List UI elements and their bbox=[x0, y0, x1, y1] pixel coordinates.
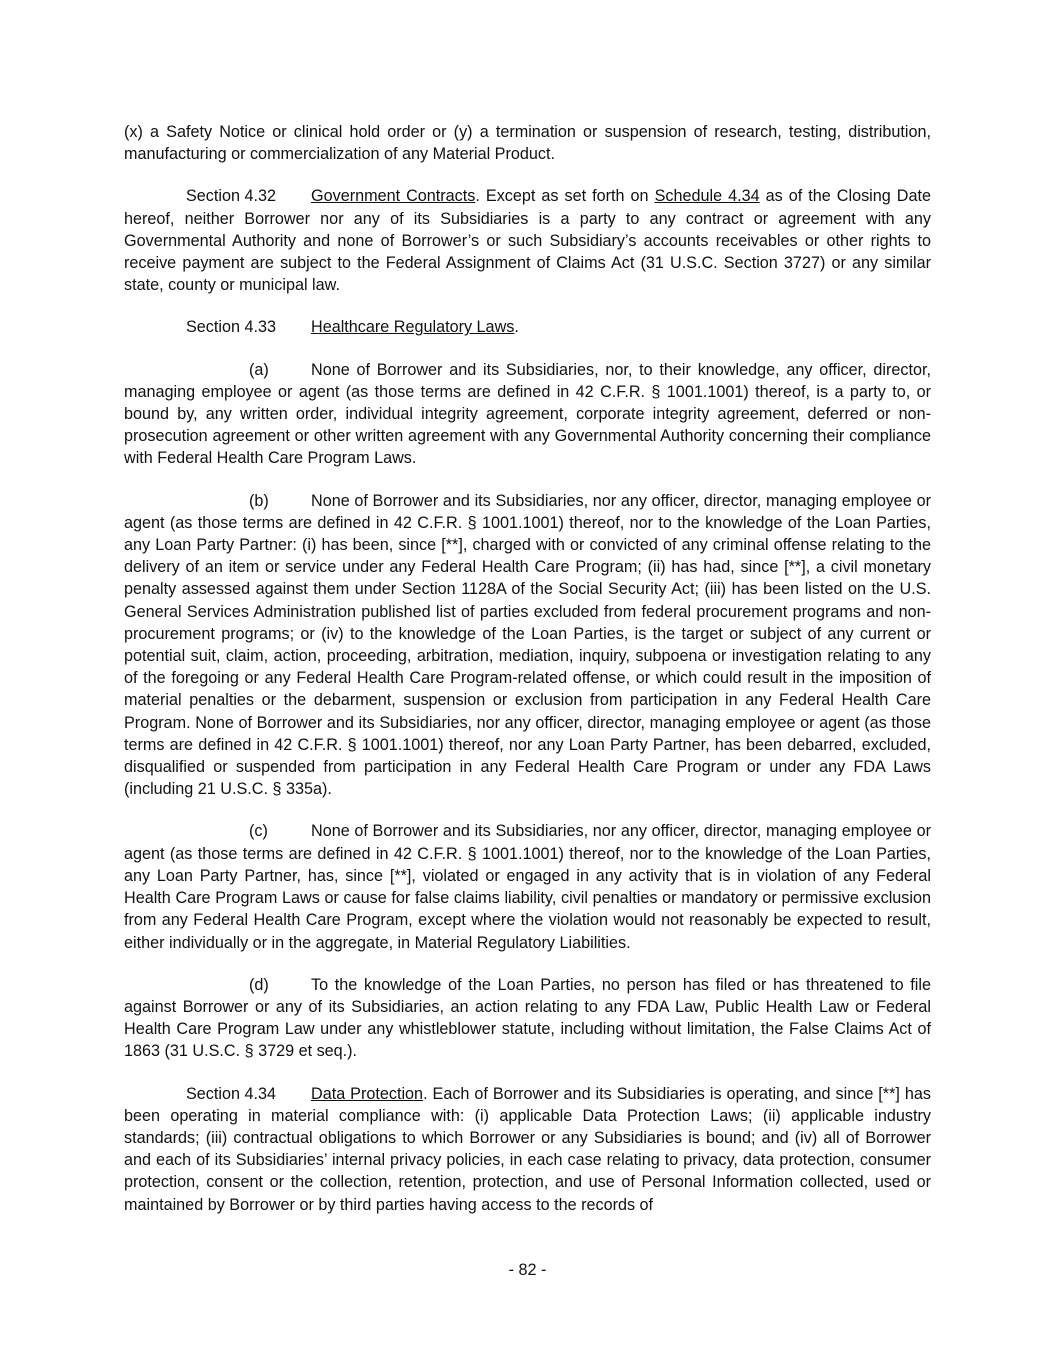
subsection-label: (b) bbox=[249, 491, 269, 510]
subsection-text: None of Borrower and its Subsidiaries, nor, to their knowledge, any officer, director, managing employee or agent (as those terms are defined in 42 C.F.R. § 1001.1001) thereof, is a party to, or bound by, any written order, individual integrity agreement, corporate integrity agreement, deferred or non-prosecution agreement or other written agreement with any Governmental Authority concerning their compliance with Federal Health Care Program Laws. bbox=[124, 360, 931, 468]
section-number: Section 4.33 bbox=[186, 318, 276, 337]
section-number: Section 4.34 bbox=[186, 1084, 276, 1103]
schedule-reference: Schedule 4.34 bbox=[654, 187, 760, 206]
subsection-label: (d) bbox=[249, 975, 269, 994]
section-4-34 bbox=[124, 1083, 931, 1216]
subsection-text: None of Borrower and its Subsidiaries, nor any officer, director, managing employee or agent (as those terms are defined in 42 C.F.R. § 1001.1001) thereof, nor to the knowledge of the Loan Parties, any Loan Party Partner, has, since [**], violated or engaged in any activity that is in violation of any Federal Health Care Program Laws or cause for false claims liability, civil penalties or mandatory or permissive exclusion from any Federal Health Care Program, except where the violation would not reasonably be expected to result, either individually or in the aggregate, in Material Regulatory Liabilities. bbox=[124, 822, 931, 952]
section-number: Section 4.32 bbox=[186, 187, 276, 206]
document-body bbox=[124, 121, 931, 1236]
section-heading-punctuation: . bbox=[514, 318, 519, 337]
section-text: as of the Closing Date hereof, neither Borrower nor any of its Subsidiaries is a party to any contract or agreement with any Governmental Authority and none of Borrower’s or such Subsidiary’s accounts receivables or other rights to receive payment are subject to the Federal Assignment of Claims Act (31 U.S.C. Section 3727) or any similar state, county or municipal law. bbox=[124, 187, 931, 295]
section-4-32 bbox=[124, 185, 931, 296]
subsection-a bbox=[124, 359, 931, 470]
section-heading: Data Protection bbox=[311, 1084, 424, 1103]
section-heading: Government Contracts bbox=[311, 187, 476, 206]
subsection-label: (a) bbox=[249, 360, 269, 379]
subsection-b bbox=[124, 490, 931, 801]
section-4-33 bbox=[124, 316, 931, 338]
subsection-text: None of Borrower and its Subsidiaries, nor any officer, director, managing employee or agent (as those terms are defined in 42 C.F.R. § 1001.1001) thereof, nor to the knowledge of the Loan Parties, any Loan Party Partner: (i) has been, since [**], charged with or convicted of any criminal offense relating to the delivery of an item or service under any Federal Health Care Program; (ii) has had, since [**], a civil monetary penalty assessed against them under Section 1128A of the Social Security Act; (iii) has been listed on the U.S. General Services Administration published list of parties excluded from federal procurement programs and non-procurement programs; or (iv) to the knowledge of the Loan Parties, is the target or subject of any current or potential suit, claim, action, proceeding, arbitration, mediation, inquiry, subpoena or investigation relating to any of the foregoing or any Federal Health Care Program-related offense, or which could result in the imposition of material penalties or the debarment, suspension or exclusion from participation in any Federal Health Care Program. None of Borrower and its Subsidiaries, nor any officer, director, managing employee or agent (as those terms are defined in 42 C.F.R. § 1001.1001) thereof, nor any Loan Party Partner, has been debarred, excluded, disqualified or suspended from participation in any Federal Health Care Program or under any FDA Laws (including 21 U.S.C. § 335a). bbox=[124, 491, 931, 799]
continuation-paragraph: (x) a Safety Notice or clinical hold order or (y) a termination or suspension of research, testing, distribution, manufacturing or commercialization of any Material Product. bbox=[124, 123, 931, 164]
subsection-label: (c) bbox=[249, 822, 268, 841]
subsection-c bbox=[124, 820, 931, 953]
section-text: . Except as set forth on bbox=[475, 187, 655, 206]
subsection-text: To the knowledge of the Loan Parties, no person has filed or has threatened to file against Borrower or any of its Subsidiaries, an action relating to any FDA Law, Public Health Law or Federal Health Care Program Law under any whistleblower statute, including without limitation, the False Claims Act of 1863 (31 U.S.C. § 3729 et seq.). bbox=[124, 975, 931, 1061]
page-number: - 82 - bbox=[508, 1261, 547, 1279]
subsection-d bbox=[124, 974, 931, 1063]
section-heading: Healthcare Regulatory Laws bbox=[311, 318, 515, 337]
section-text: . Each of Borrower and its Subsidiaries is operating, and since [**] has been operating in material compliance with: (i) applicable Data Protection Laws; (ii) applicable industry standards; (iii) contractual obligations to which Borrower or any Subsidiaries is bound; and (iv) all of Borrower and each of its Subsidiaries’ internal privacy policies, in each case relating to privacy, data protection, consumer protection, consent or the collection, retention, protection, and use of Personal Information collected, used or maintained by Borrower or by third parties having access to the records of bbox=[124, 1084, 931, 1214]
